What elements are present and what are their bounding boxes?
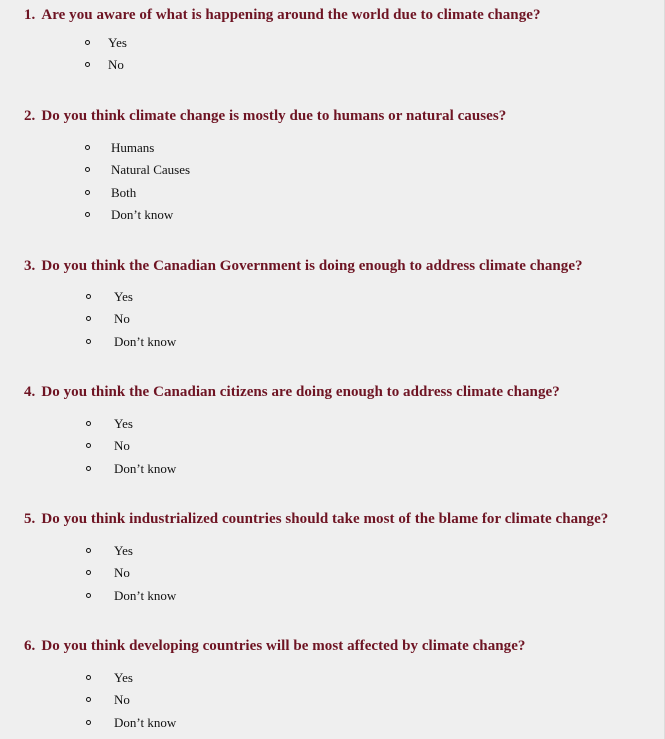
option-label: Don’t know (111, 207, 174, 222)
radio-circle-icon[interactable] (85, 190, 90, 195)
radio-circle-icon[interactable] (86, 294, 91, 299)
question-1-title (24, 7, 541, 24)
option-label: No (108, 57, 124, 72)
option-label: Yes (114, 289, 133, 304)
option-label: No (114, 438, 130, 453)
question-1-number: 1. (24, 7, 36, 23)
question-1-text: Are you aware of what is happening around the world due to climate change? (41, 7, 541, 23)
radio-circle-icon[interactable] (86, 720, 91, 725)
question-5-text: Do you think industrialized countries should take most of the blame for climate change? (41, 511, 609, 527)
radio-circle-icon[interactable] (85, 40, 90, 45)
option-label: Don’t know (114, 334, 177, 349)
radio-circle-icon[interactable] (86, 443, 91, 448)
radio-circle-icon[interactable] (85, 167, 90, 172)
question-5-title (24, 511, 608, 528)
question-3-number: 3. (24, 258, 36, 274)
question-6-title (24, 638, 525, 655)
option-label: Yes (108, 35, 127, 50)
option-label: Don’t know (114, 588, 177, 603)
question-4-title (24, 384, 560, 401)
question-6-text: Do you think developing countries will be most affected by climate change? (41, 638, 526, 654)
question-6-number: 6. (24, 638, 36, 654)
question-2-text: Do you think climate change is mostly due to humans or natural causes? (41, 108, 507, 124)
option-label: No (114, 311, 130, 326)
radio-circle-icon[interactable] (86, 421, 91, 426)
radio-circle-icon[interactable] (86, 675, 91, 680)
question-3-text: Do you think the Canadian Government is doing enough to address climate change? (41, 258, 583, 274)
option-label: Both (111, 185, 137, 200)
option-label: Don’t know (114, 715, 177, 730)
option-label: Natural Causes (111, 162, 191, 177)
question-2-number: 2. (24, 108, 36, 124)
radio-circle-icon[interactable] (86, 697, 91, 702)
radio-circle-icon[interactable] (86, 570, 91, 575)
radio-circle-icon[interactable] (86, 593, 91, 598)
radio-circle-icon[interactable] (85, 212, 90, 217)
option-label: Yes (114, 543, 133, 558)
radio-circle-icon[interactable] (85, 145, 90, 150)
option-label: No (114, 565, 130, 580)
radio-circle-icon[interactable] (86, 548, 91, 553)
option-label: Don’t know (114, 461, 177, 476)
radio-circle-icon[interactable] (85, 62, 90, 67)
radio-circle-icon[interactable] (86, 466, 91, 471)
option-label: Yes (114, 670, 133, 685)
radio-circle-icon[interactable] (86, 316, 91, 321)
question-4-number: 4. (24, 384, 36, 400)
option-label: Yes (114, 416, 133, 431)
question-3-title (24, 258, 583, 275)
option-label: Humans (111, 140, 155, 155)
option-label: No (114, 692, 130, 707)
radio-circle-icon[interactable] (86, 339, 91, 344)
question-5-number: 5. (24, 511, 36, 527)
question-4-text: Do you think the Canadian citizens are doing enough to address climate change? (41, 384, 560, 400)
question-2-title (24, 108, 506, 125)
